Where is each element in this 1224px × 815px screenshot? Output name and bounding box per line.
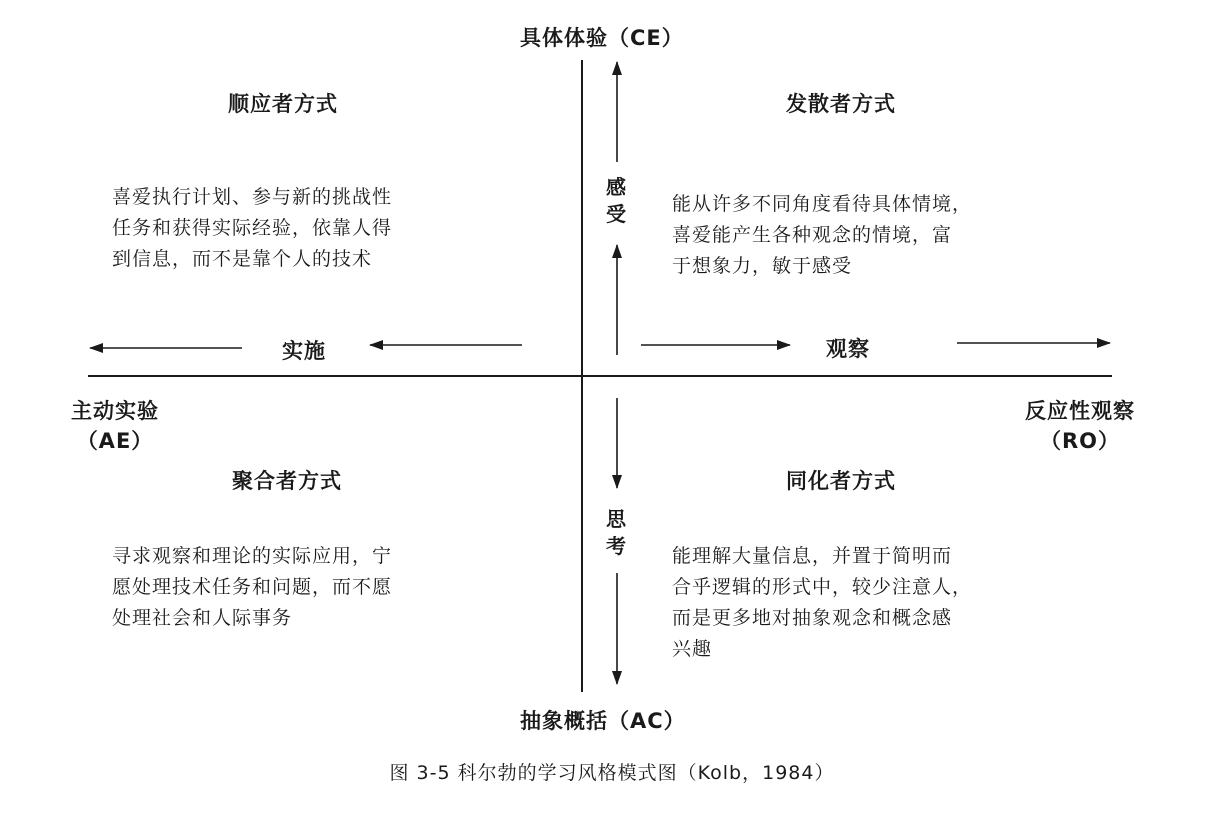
think-char-2: 考 (606, 534, 626, 558)
description-line: 合乎逻辑的形式中，较少注意人， (672, 576, 973, 598)
right-axis-label (1000, 396, 1160, 456)
accommodator-description (112, 182, 392, 275)
left-axis-label-line2: （AE） (76, 429, 154, 453)
description-line: 愿处理技术任务和问题，而不愿 (112, 576, 393, 598)
converger-description (112, 541, 392, 634)
description-line: 能理解大量信息，并置于简明而 (672, 545, 953, 567)
assimilator-description (672, 541, 972, 665)
description-line: 到信息，而不是靠个人的技术 (112, 248, 373, 270)
top-axis-label: 具体体验（CE） (520, 26, 684, 50)
bottom-axis-label: 抽象概括（AC） (520, 709, 686, 733)
think-label (604, 506, 628, 560)
accommodator-title: 顺应者方式 (228, 92, 338, 116)
feel-label (604, 174, 628, 228)
right-axis-label-line2: （RO） (1039, 429, 1121, 453)
description-line: 于想象力，敏于感受 (672, 255, 853, 277)
act-label: 实施 (282, 339, 326, 363)
description-line: 而是更多地对抽象观念和概念感 (672, 607, 953, 629)
feel-char-1: 感 (606, 175, 626, 199)
right-axis-label-line1: 反应性观察 (1025, 399, 1135, 423)
description-line: 能从许多不同角度看待具体情境， (672, 193, 973, 215)
converger-title: 聚合者方式 (232, 469, 342, 493)
left-axis-label (40, 396, 190, 456)
description-line: 喜爱能产生各种观念的情境，富 (672, 224, 953, 246)
think-char-1: 思 (606, 507, 626, 531)
diverger-title: 发散者方式 (786, 92, 896, 116)
description-line: 寻求观察和理论的实际应用，宁 (112, 545, 393, 567)
description-line: 喜爱执行计划、参与新的挑战性 (112, 186, 393, 208)
diverger-description (672, 189, 972, 282)
left-axis-label-line1: 主动实验 (71, 399, 159, 423)
feel-char-2: 受 (606, 202, 626, 226)
assimilator-title: 同化者方式 (786, 469, 896, 493)
observe-label: 观察 (826, 337, 870, 361)
figure-caption: 图 3-5 科尔勃的学习风格模式图（Kolb，1984） (389, 762, 835, 784)
description-line: 处理社会和人际事务 (112, 607, 293, 629)
description-line: 任务和获得实际经验，依靠人得 (112, 217, 393, 239)
description-line: 兴趣 (672, 638, 713, 660)
